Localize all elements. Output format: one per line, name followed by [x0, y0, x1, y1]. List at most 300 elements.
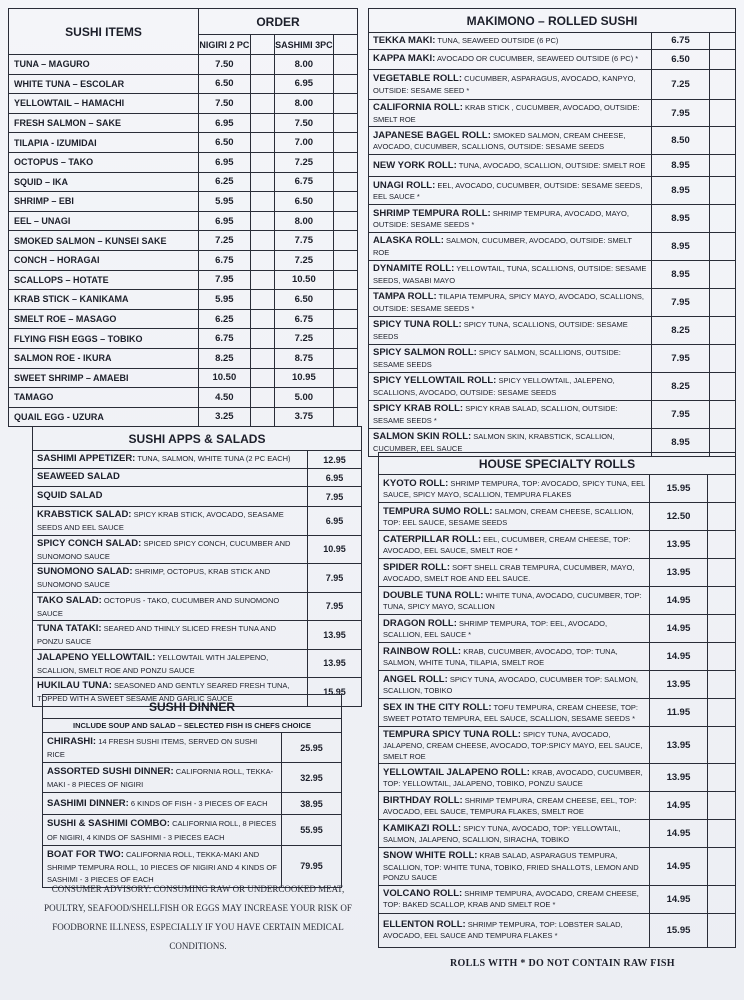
house-item-price: 14.95: [650, 643, 708, 671]
nigiri-price: 10.50: [199, 368, 251, 388]
dinner-row: [43, 815, 342, 845]
sushi-item-name: SHRIMP – EBI: [9, 192, 199, 212]
sushi-item-name: SALMON ROE - IKURA: [9, 348, 199, 368]
nigiri-column-header: NIGIRI 2 PC: [199, 35, 251, 55]
apps-item-name: SPICY CONCH SALAD:: [37, 537, 142, 549]
makimono-item-price: 7.95: [652, 344, 710, 372]
makimono-order-box: [710, 205, 736, 233]
makimono-item: [369, 289, 652, 317]
house-item-name: ELLENTON ROLL:: [383, 919, 466, 931]
sushi-item-name: FRESH SALMON – SAKE: [9, 113, 199, 133]
makimono-item-price: 7.95: [652, 400, 710, 428]
house-item-price: 14.95: [650, 848, 708, 885]
apps-item: [33, 535, 308, 564]
apps-item-desc: SEARED AND THINLY SLICED FRESH TUNA AND PONZU SAUCE: [37, 624, 277, 647]
house-item-price: 14.95: [650, 615, 708, 643]
apps-item-price: 13.95: [308, 649, 362, 678]
house-item-price: 11.95: [650, 699, 708, 727]
makimono-item-name: NEW YORK ROLL:: [373, 160, 457, 172]
house-item-desc: SALMON, CREAM CHEESE, SCALLION, TOP: EEL SAUCE, SESAME SEEDS: [383, 506, 634, 527]
apps-item: [33, 649, 308, 678]
sashimi-order-box: [334, 407, 358, 427]
house-item: [379, 848, 650, 885]
house-item-price: 12.50: [650, 503, 708, 531]
nigiri-price: 3.25: [199, 407, 251, 427]
sushi-item-name: YELLOWTAIL – HAMACHI: [9, 94, 199, 114]
makimono-item-name: UNAGI ROLL:: [373, 179, 436, 191]
nigiri-price: 6.95: [199, 211, 251, 231]
makimono-item-desc: CUCUMBER, ASPARAGUS, AVOCADO, KANPYO, OUTSIDE: SESAME SEED *: [373, 73, 636, 95]
house-item-name: KAMIKAZI ROLL:: [383, 822, 462, 834]
sushi-item-name: FLYING FISH EGGS – TOBIKO: [9, 329, 199, 349]
makimono-item-name: SPICY TUNA ROLL:: [373, 319, 462, 331]
house-item-desc: SOFT SHELL CRAB TEMPURA, CUCUMBER, MAYO, AVOCADO, SMELT ROE AND EEL SAUCE.: [383, 562, 635, 583]
dinner-item: [43, 733, 282, 763]
sashimi-price: 6.95: [274, 74, 333, 94]
nigiri-price: 6.75: [199, 329, 251, 349]
sashimi-column-header: SASHIMI 3PC: [274, 35, 333, 55]
house-row: [379, 559, 736, 587]
makimono-item-desc: AVOCADO OR CUCUMBER, SEAWEED OUTSIDE (6 PC) *: [436, 54, 639, 64]
house-item-desc: SPICY TUNA, AVOCADO, TOP: YELLOWTAIL, SALMON, JALAPENO, SCALLION, SIRACHA, TOBIKO: [383, 823, 621, 845]
apps-item-desc: SHRIMP, OCTOPUS, KRAB STICK AND SUNOMONO SAUCE: [37, 567, 271, 590]
house-item-price: 15.95: [650, 475, 708, 503]
apps-item-name: SEAWEED SALAD: [37, 471, 120, 483]
sushi-item-name: OCTOPUS – TAKO: [9, 152, 199, 172]
makimono-item-price: 8.95: [652, 233, 710, 261]
makimono-item-desc: SALMON, CUCUMBER, AVOCADO, OUTSIDE: SMELT ROE: [373, 236, 632, 258]
house-item: [379, 913, 650, 947]
makimono-item-price: 8.95: [652, 428, 710, 456]
makimono-row: [369, 49, 736, 69]
makimono-row: [369, 99, 736, 127]
dinner-row: [43, 733, 342, 763]
makimono-item-name: ALASKA ROLL:: [373, 235, 444, 247]
house-item-desc: TOFU TEMPURA, CREAM CHEESE, TOP: SWEET POTATO TEMPURA, EEL SAUCE, SCALLION, SESAME SEEDS *: [383, 702, 638, 723]
sushi-item-row: [9, 152, 358, 172]
dinner-item-desc: 6 KINDS OF FISH - 3 PIECES OF EACH: [130, 799, 268, 809]
house-item: [379, 587, 650, 615]
rolls-note: ROLLS WITH * DO NOT CONTAIN RAW FISH: [450, 958, 675, 969]
apps-item-desc: SEASONED AND GENTLY SEARED FRESH TUNA, TOPPED WITH A SWEET SESAME AND GARLIC SAUCE: [37, 681, 290, 704]
sashimi-order-box: [334, 368, 358, 388]
house-row: [379, 671, 736, 699]
makimono-item-desc: TUNA, AVOCADO, SCALLION, OUTSIDE: SMELT ROE: [458, 161, 646, 171]
sushi-item-row: [9, 290, 358, 310]
makimono-item-name: SALMON SKIN ROLL:: [373, 430, 472, 442]
sashimi-price: 8.00: [274, 94, 333, 114]
house-item: [379, 671, 650, 699]
apps-table: [32, 426, 362, 707]
house-item: [379, 764, 650, 792]
makimono-item-price: 7.95: [652, 289, 710, 317]
apps-row: [33, 564, 362, 593]
house-item-price: 13.95: [650, 727, 708, 764]
nigiri-price: 6.50: [199, 133, 251, 153]
dinner-row: [43, 763, 342, 793]
sushi-item-name: EEL – UNAGI: [9, 211, 199, 231]
house-item: [379, 559, 650, 587]
dinner-body: [43, 733, 342, 888]
apps-item: [33, 507, 308, 536]
apps-item-name: HUKILAU TUNA:: [37, 680, 112, 691]
house-item: [379, 792, 650, 820]
apps-body: [33, 451, 362, 707]
house-row: [379, 531, 736, 559]
house-item-price: 14.95: [650, 792, 708, 820]
makimono-row: [369, 289, 736, 317]
house-row: [379, 885, 736, 913]
makimono-item-desc: TILAPIA TEMPURA, SPICY MAYO, AVOCADO, SCALLIONS, OUTSIDE: SESAME SEEDS *: [373, 292, 644, 313]
house-item-desc: KRAB SALAD, ASPARAGUS TEMPURA, SCALLION, TOP: WHITE TUNA, TOBIKO, FRIED SHALLOTS, LEMON AND PONZU SAUCE: [383, 851, 639, 883]
dinner-row: [43, 793, 342, 815]
nigiri-order-box: [250, 309, 274, 329]
makimono-row: [369, 261, 736, 289]
sashimi-price: 7.25: [274, 250, 333, 270]
house-item-desc: SHRIMP TEMPURA, TOP: LOBSTER SALAD, AVOCADO, EEL SAUCE AND TEMPURA FLAKES *: [383, 920, 623, 941]
apps-row: [33, 592, 362, 621]
makimono-item-desc: SPICY YELLOWTAIL, JALEPENO, SCALLIONS, AVOCADO, OUTSIDE: SESAME SEEDS: [373, 375, 615, 397]
house-item-name: VOLCANO ROLL:: [383, 888, 463, 900]
house-order-box: [708, 503, 736, 531]
nigiri-price: 6.95: [199, 152, 251, 172]
nigiri-price: 7.50: [199, 94, 251, 114]
makimono-item: [369, 400, 652, 428]
sushi-item-row: [9, 211, 358, 231]
apps-item-name: SQUID SALAD: [37, 490, 103, 502]
makimono-item-name: TAMPA ROLL:: [373, 291, 437, 303]
house-order-box: [708, 848, 736, 885]
house-item-price: 14.95: [650, 820, 708, 848]
makimono-order-box: [710, 177, 736, 205]
apps-row: [33, 487, 362, 507]
sushi-item-name: SQUID – IKA: [9, 172, 199, 192]
house-item: [379, 727, 650, 764]
house-item-desc: WHITE TUNA, AVOCADO, CUCUMBER, TOP: TUNA, SPICY MAYO, SCALLION: [383, 590, 642, 611]
nigiri-order-box: [250, 368, 274, 388]
dinner-item-desc: CALIFORNIA ROLL, 8 PIECES OF NIGIRI, 4 KINDS OF SASHIMI - 3 PIECES EACH: [47, 819, 277, 842]
sushi-item-row: [9, 348, 358, 368]
makimono-title: MAKIMONO – ROLLED SUSHI: [369, 9, 736, 33]
makimono-row: [369, 344, 736, 372]
apps-item-desc: YELLOWTAIL WITH JALEPENO, SCALLION, SMELT ROE AND PONZU SAUCE: [37, 652, 269, 675]
sushi-item-row: [9, 133, 358, 153]
house-item-desc: SHRIMP TEMPURA, AVOCADO, CREAM CHEESE, TOP: BAKED SCALLOP, KRAB AND SMELT ROE *: [383, 889, 639, 910]
house-item-name: KYOTO ROLL:: [383, 477, 449, 489]
makimono-item-price: 7.25: [652, 69, 710, 99]
sashimi-order-box: [334, 55, 358, 75]
sushi-item-row: [9, 270, 358, 290]
house-item-price: 13.95: [650, 559, 708, 587]
house-item-price: 13.95: [650, 531, 708, 559]
house-item-desc: SHRIMP TEMPURA, CREAM CHEESE, EEL, TOP: AVOCADO, EEL SAUCE, TEMPURA FLAKES, SMELT ROE: [383, 795, 637, 817]
apps-item: [33, 592, 308, 621]
nigiri-price: 4.50: [199, 388, 251, 408]
sushi-item-row: [9, 329, 358, 349]
nigiri-order-box: [250, 290, 274, 310]
house-order-box: [708, 913, 736, 947]
apps-row: [33, 507, 362, 536]
sashimi-price: 6.50: [274, 192, 333, 212]
house-order-box: [708, 531, 736, 559]
house-item: [379, 475, 650, 503]
nigiri-order-box: [250, 407, 274, 427]
house-item-name: BIRTHDAY ROLL:: [383, 794, 463, 806]
sushi-item-name: SCALLOPS – HOTATE: [9, 270, 199, 290]
sashimi-order-box: [334, 211, 358, 231]
sashimi-order-box: [334, 133, 358, 153]
sushi-item-row: [9, 94, 358, 114]
house-item-name: SEX IN THE CITY ROLL:: [383, 701, 492, 713]
sushi-item-row: [9, 368, 358, 388]
apps-row: [33, 451, 362, 469]
makimono-item: [369, 33, 652, 50]
makimono-item-name: SPICY KRAB ROLL:: [373, 402, 464, 414]
makimono-item-price: 6.50: [652, 49, 710, 69]
nigiri-order-box: [250, 329, 274, 349]
sashimi-order-column: [334, 35, 358, 55]
house-item-name: TEMPURA SPICY TUNA ROLL:: [383, 729, 521, 740]
sushi-item-name: KRAB STICK – KANIKAMA: [9, 290, 199, 310]
apps-item-name: KRABSTICK SALAD:: [37, 509, 132, 520]
nigiri-order-column: [250, 35, 274, 55]
house-order-box: [708, 643, 736, 671]
apps-item-desc: SPICY KRAB STICK, AVOCADO, SEASAME SEEDS AND EEL SAUCE: [37, 510, 284, 533]
apps-item: [33, 469, 308, 487]
makimono-item-name: SPICY SALMON ROLL:: [373, 346, 477, 358]
house-item: [379, 885, 650, 913]
dinner-item-name: BOAT FOR TWO:: [47, 848, 124, 860]
sushi-item-row: [9, 407, 358, 427]
sushi-item-row: [9, 388, 358, 408]
nigiri-price: 6.50: [199, 74, 251, 94]
house-item-name: DOUBLE TUNA ROLL:: [383, 589, 484, 601]
makimono-item-name: SPICY YELLOWTAIL ROLL:: [373, 374, 497, 386]
makimono-item: [369, 233, 652, 261]
apps-item-name: TUNA TATAKI:: [37, 623, 102, 634]
house-row: [379, 475, 736, 503]
order-header: ORDER: [199, 9, 358, 35]
apps-item-name: SASHIMI APPETIZER:: [37, 453, 136, 465]
sushi-item-name: QUAIL EGG - UZURA: [9, 407, 199, 427]
nigiri-price: 6.25: [199, 172, 251, 192]
nigiri-order-box: [250, 231, 274, 251]
sashimi-order-box: [334, 94, 358, 114]
nigiri-order-box: [250, 211, 274, 231]
apps-item-desc: TUNA, SALMON, WHITE TUNA (2 PC EACH): [137, 454, 291, 464]
dinner-item-name: SUSHI & SASHIMI COMBO:: [47, 818, 170, 830]
sashimi-price: 6.75: [274, 309, 333, 329]
makimono-item: [369, 344, 652, 372]
house-row: [379, 503, 736, 531]
house-item-desc: SHRIMP TEMPURA, TOP: AVOCADO, SPICY TUNA, EEL SAUCE, SPICY MAYO, SCALLION, TEMPURA FLAKES: [383, 478, 646, 499]
makimono-item: [369, 99, 652, 127]
house-item-price: 13.95: [650, 671, 708, 699]
apps-item-name: JALAPENO YELLOWTAIL:: [37, 651, 156, 663]
house-order-box: [708, 727, 736, 764]
apps-item-name: SUNOMONO SALAD:: [37, 566, 133, 577]
sashimi-order-box: [334, 290, 358, 310]
makimono-order-box: [710, 372, 736, 400]
sashimi-price: 7.25: [274, 329, 333, 349]
house-item-desc: EEL, CUCUMBER, CREAM CHEESE, TOP: AVOCADO, EEL SAUCE, SMELT ROE *: [383, 534, 631, 555]
house-body: [379, 475, 736, 948]
makimono-item-price: 8.95: [652, 155, 710, 177]
makimono-order-box: [710, 261, 736, 289]
makimono-row: [369, 177, 736, 205]
sashimi-order-box: [334, 152, 358, 172]
house-item-name: SNOW WHITE ROLL:: [383, 850, 478, 862]
house-item-name: TEMPURA SUMO ROLL:: [383, 505, 493, 517]
house-title: HOUSE SPECIALTY ROLLS: [379, 453, 736, 475]
makimono-row: [369, 317, 736, 345]
house-item-desc: KRAB, AVOCADO, CUCUMBER, TOP: YELLOWTAIL, JALAPENO, TOBIKO, PONZU SAUCE: [383, 767, 643, 789]
apps-item-price: 6.95: [308, 507, 362, 536]
nigiri-order-box: [250, 94, 274, 114]
apps-item-desc: OCTOPUS - TAKO, CUCUMBER AND SUNOMONO SAUCE: [37, 595, 280, 618]
sashimi-order-box: [334, 270, 358, 290]
sushi-item-row: [9, 113, 358, 133]
makimono-item-price: 8.50: [652, 127, 710, 155]
sashimi-order-box: [334, 348, 358, 368]
sashimi-order-box: [334, 74, 358, 94]
apps-item-desc: SPICED SPICY CONCH, CUCUMBER AND SUNOMONO SAUCE: [37, 538, 291, 561]
makimono-item: [369, 127, 652, 155]
nigiri-order-box: [250, 388, 274, 408]
makimono-row: [369, 155, 736, 177]
sushi-items-table: [8, 8, 358, 427]
house-row: [379, 764, 736, 792]
makimono-item: [369, 69, 652, 99]
makimono-order-box: [710, 317, 736, 345]
makimono-item: [369, 317, 652, 345]
dinner-item: [43, 793, 282, 815]
makimono-item-name: KAPPA MAKI:: [373, 53, 436, 65]
house-order-box: [708, 885, 736, 913]
dinner-item-price: 38.95: [282, 793, 342, 815]
nigiri-price: 7.25: [199, 231, 251, 251]
sushi-item-name: SMOKED SALMON – KUNSEI SAKE: [9, 231, 199, 251]
house-row: [379, 615, 736, 643]
house-order-box: [708, 615, 736, 643]
sashimi-price: 7.00: [274, 133, 333, 153]
sushi-item-row: [9, 172, 358, 192]
apps-row: [33, 649, 362, 678]
sushi-item-name: WHITE TUNA – ESCOLAR: [9, 74, 199, 94]
house-order-box: [708, 764, 736, 792]
dinner-item-desc: CALIFORNIA ROLL, TEKKA-MAKI AND SHRIMP TEMPURA ROLL, 10 PIECES OF NIGIRI AND 4 KINDS OF SASHIMI - 3 PIECES OF EACH: [47, 849, 277, 884]
makimono-row: [369, 400, 736, 428]
sashimi-price: 3.75: [274, 407, 333, 427]
apps-item-price: 15.95: [308, 678, 362, 707]
makimono-row: [369, 372, 736, 400]
apps-row: [33, 469, 362, 487]
house-item: [379, 643, 650, 671]
apps-item-price: 13.95: [308, 621, 362, 650]
house-order-box: [708, 587, 736, 615]
sashimi-price: 7.50: [274, 113, 333, 133]
nigiri-order-box: [250, 74, 274, 94]
apps-item-name: TAKO SALAD:: [37, 594, 102, 606]
house-row: [379, 792, 736, 820]
consumer-advisory: CONSUMER ADVISORY: CONSUMING RAW OR UNDERCOOKED MEAT, POULTRY, SEAFOOD/SHELLFISH OR EGGS MAY INCREASE YOUR RISK OF FOODBORNE ILLNESS, ESPECIALLY IF YOU HAVE CERTAIN MEDICAL CONDITIONS.: [44, 884, 352, 951]
house-item-name: SPIDER ROLL:: [383, 561, 451, 573]
house-row: [379, 699, 736, 727]
dinner-item-price: 32.95: [282, 763, 342, 793]
house-item: [379, 531, 650, 559]
sushi-item-name: SMELT ROE – MASAGO: [9, 309, 199, 329]
house-item-desc: SPICY TUNA, AVOCADO, CUCUMBER TOP: SALMON, SCALLION, TOBIKO: [383, 674, 638, 695]
house-row: [379, 820, 736, 848]
makimono-item: [369, 205, 652, 233]
sushi-item-row: [9, 74, 358, 94]
sashimi-order-box: [334, 231, 358, 251]
makimono-item-desc: SPICY KRAB SALAD, SCALLION, OUTSIDE: SESAME SEEDS *: [373, 403, 618, 425]
makimono-item: [369, 261, 652, 289]
nigiri-price: 8.25: [199, 348, 251, 368]
sashimi-price: 6.75: [274, 172, 333, 192]
house-item-desc: SPICY TUNA, AVOCADO, JALAPENO, CREAM CHEESE, AVOCADO, TOP:SPICY MAYO, EEL SAUCE, SMELT ROE: [383, 730, 643, 761]
sushi-item-name: TILAPIA - IZUMIDAI: [9, 133, 199, 153]
house-order-box: [708, 792, 736, 820]
house-item-name: ANGEL ROLL:: [383, 673, 448, 685]
makimono-order-box: [710, 33, 736, 50]
dinner-item: [43, 763, 282, 793]
house-row: [379, 913, 736, 947]
dinner-item-price: 79.95: [282, 845, 342, 887]
apps-row: [33, 621, 362, 650]
makimono-item-price: 8.25: [652, 317, 710, 345]
makimono-item-price: 8.95: [652, 205, 710, 233]
sushi-item-name: TAMAGO: [9, 388, 199, 408]
dinner-item-name: SASHIMI DINNER:: [47, 798, 129, 810]
makimono-item-desc: SPICY SALMON, SCALLIONS, OUTSIDE: SESAME SEEDS: [373, 347, 621, 369]
nigiri-price: 7.50: [199, 55, 251, 75]
makimono-item-price: 8.25: [652, 372, 710, 400]
house-item-desc: SHRIMP TEMPURA, TOP: EEL, AVOCADO, SCALLION, EEL SAUCE *: [383, 618, 608, 639]
house-item-name: YELLOWTAIL JALAPENO ROLL:: [383, 766, 530, 778]
apps-item: [33, 451, 308, 469]
house-item: [379, 820, 650, 848]
apps-item-price: 6.95: [308, 469, 362, 487]
nigiri-order-box: [250, 55, 274, 75]
makimono-order-box: [710, 289, 736, 317]
sushi-item-row: [9, 309, 358, 329]
nigiri-order-box: [250, 192, 274, 212]
dinner-title: SUSHI DINNER: [43, 695, 342, 719]
makimono-order-box: [710, 400, 736, 428]
dinner-item: [43, 815, 282, 845]
sushi-items-title: SUSHI ITEMS: [9, 9, 199, 55]
makimono-order-box: [710, 233, 736, 261]
dinner-item-desc: CALIFORNIA ROLL, TEKKA-MAKI - 8 PIECES OF NIGIRI: [47, 767, 274, 790]
house-item-desc: KRAB, CUCUMBER, AVOCADO, TOP: TUNA, SALMON, WHITE TUNA, TILAPIA, SMELT ROE: [383, 646, 618, 667]
dinner-item-name: CHIRASHI:: [47, 736, 97, 747]
dinner-table: [42, 694, 342, 888]
dinner-item-name: ASSORTED SUSHI DINNER:: [47, 766, 174, 778]
house-row: [379, 587, 736, 615]
makimono-item: [369, 155, 652, 177]
dinner-note: INCLUDE SOUP AND SALAD – SELECTED FISH IS CHEFS CHOICE: [43, 719, 342, 733]
makimono-order-box: [710, 99, 736, 127]
house-row: [379, 643, 736, 671]
nigiri-order-box: [250, 133, 274, 153]
sashimi-price: 8.75: [274, 348, 333, 368]
makimono-item-price: 8.95: [652, 261, 710, 289]
house-item: [379, 503, 650, 531]
apps-item: [33, 487, 308, 507]
house-row: [379, 727, 736, 764]
